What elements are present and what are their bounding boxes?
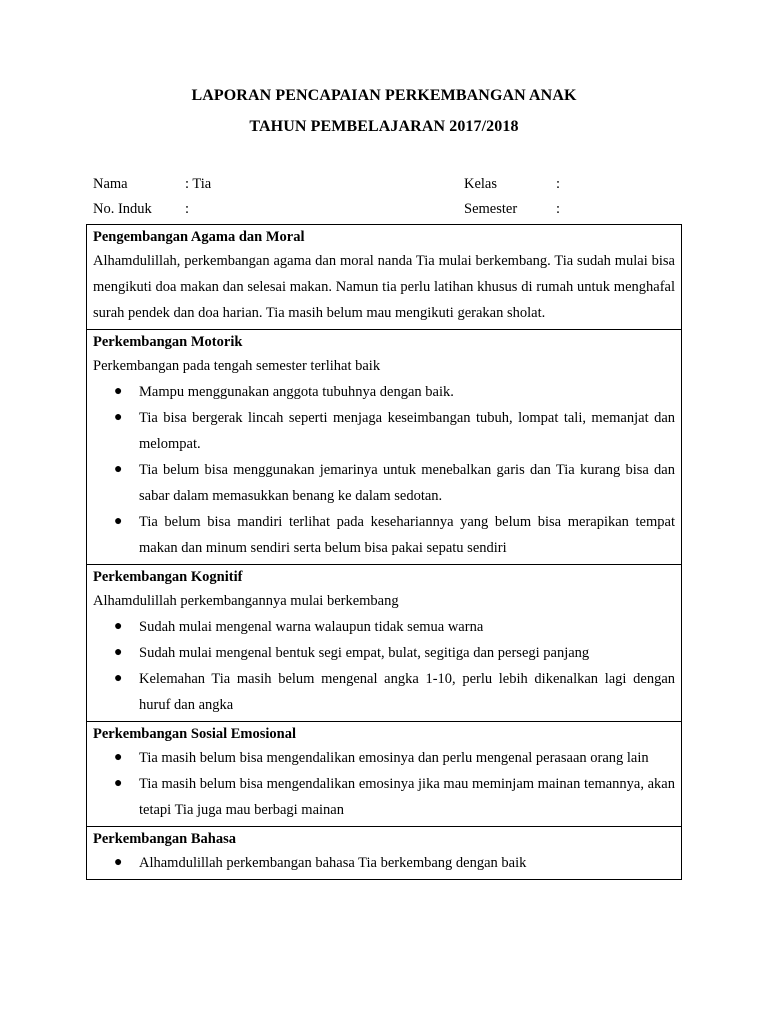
bullet-list (93, 850, 675, 876)
list-item (93, 405, 675, 457)
section-cell (87, 565, 682, 722)
list-item-text: Tia belum bisa menggunakan jemarinya untuk menebalkan garis dan Tia kurang bisa dan sabar dalam memasukkan benang ke dalam sedotan. (139, 462, 675, 504)
section-title: Perkembangan Sosial Emosional (93, 726, 297, 742)
section-paragraph: Alhamdulillah, perkembangan agama dan moral nanda Tia mulai berkembang. Tia sudah mulai bisa mengikuti doa makan dan selesai makan. Namun tia perlu latihan khusus di rumah untuk menghafal surah pendek dan doa harian. Tia masih belum mau mengikuti gerakan sholat. (93, 253, 675, 321)
bullet-list (93, 745, 675, 823)
section-row (87, 827, 682, 880)
list-item (93, 509, 675, 561)
list-item-text: Tia masih belum bisa mengendalikan emosinya jika mau meminjam mainan temannya, akan tetapi Tia juga mau berbagi mainan (139, 776, 675, 818)
kelas-label: Kelas (464, 176, 498, 192)
list-item-text: Alhamdulillah perkembangan bahasa Tia berkembang dengan baik (139, 855, 527, 871)
section-cell (87, 225, 682, 330)
bullet-dot-icon: ● (114, 855, 123, 870)
report-table (86, 224, 682, 880)
section-row (87, 565, 682, 722)
list-item-text: Sudah mulai mengenal warna walaupun tidak semua warna (139, 619, 484, 635)
nama-value: : Tia (185, 176, 212, 192)
semester-value: : (556, 201, 561, 217)
bullet-dot-icon: ● (114, 384, 123, 399)
bullet-dot-icon: ● (114, 671, 123, 686)
list-item (93, 379, 675, 405)
bullet-dot-icon: ● (114, 462, 123, 477)
kelas-value: : (556, 176, 561, 192)
report-year: TAHUN PEMBELAJARAN 2017/2018 (249, 118, 519, 135)
bullet-dot-icon: ● (114, 410, 123, 425)
bullet-dot-icon: ● (114, 619, 123, 634)
list-item (93, 666, 675, 718)
semester-label: Semester (464, 201, 518, 217)
bullet-list (93, 379, 675, 561)
section-paragraph: Alhamdulillah perkembangannya mulai berkembang (93, 593, 399, 609)
bullet-dot-icon: ● (114, 776, 123, 791)
section-title: Perkembangan Kognitif (93, 569, 243, 585)
section-title: Perkembangan Bahasa (93, 831, 237, 847)
report-title: LAPORAN PENCAPAIAN PERKEMBANGAN ANAK (191, 87, 577, 104)
section-row (87, 225, 682, 330)
section-cell (87, 330, 682, 565)
bullet-dot-icon: ● (114, 750, 123, 765)
list-item (93, 640, 675, 666)
list-item-text: Tia bisa bergerak lincah seperti menjaga keseimbangan tubuh, lompat tali, memanjat dan melompat. (139, 410, 675, 452)
list-item-text: Sudah mulai mengenal bentuk segi empat, bulat, segitiga dan persegi panjang (139, 645, 590, 661)
bullet-dot-icon: ● (114, 645, 123, 660)
list-item (93, 614, 675, 640)
list-item-text: Kelemahan Tia masih belum mengenal angka 1-10, perlu lebih dikenalkan lagi dengan huruf dan angka (139, 671, 675, 713)
list-item-text: Mampu menggunakan anggota tubuhnya dengan baik. (139, 384, 454, 400)
list-item (93, 771, 675, 823)
section-row (87, 330, 682, 565)
bullet-dot-icon: ● (114, 514, 123, 529)
noinduk-value: : (185, 201, 190, 217)
noinduk-label: No. Induk (93, 201, 152, 217)
section-title: Perkembangan Motorik (93, 334, 243, 350)
section-row (87, 722, 682, 827)
list-item-text: Tia masih belum bisa mengendalikan emosinya dan perlu mengenal perasaan orang lain (139, 750, 649, 766)
list-item-text: Tia belum bisa mandiri terlihat pada kesehariannya yang belum bisa merapikan tempat makan dan minum sendiri serta belum bisa pakai sepatu sendiri (139, 514, 675, 556)
report-body (87, 225, 682, 880)
section-cell (87, 722, 682, 827)
bullet-list (93, 614, 675, 718)
section-paragraph: Perkembangan pada tengah semester terlihat baik (93, 358, 381, 374)
list-item (93, 745, 675, 771)
nama-label: Nama (93, 176, 128, 192)
list-item (93, 457, 675, 509)
section-title: Pengembangan Agama dan Moral (93, 229, 305, 245)
section-cell (87, 827, 682, 880)
list-item (93, 850, 675, 876)
